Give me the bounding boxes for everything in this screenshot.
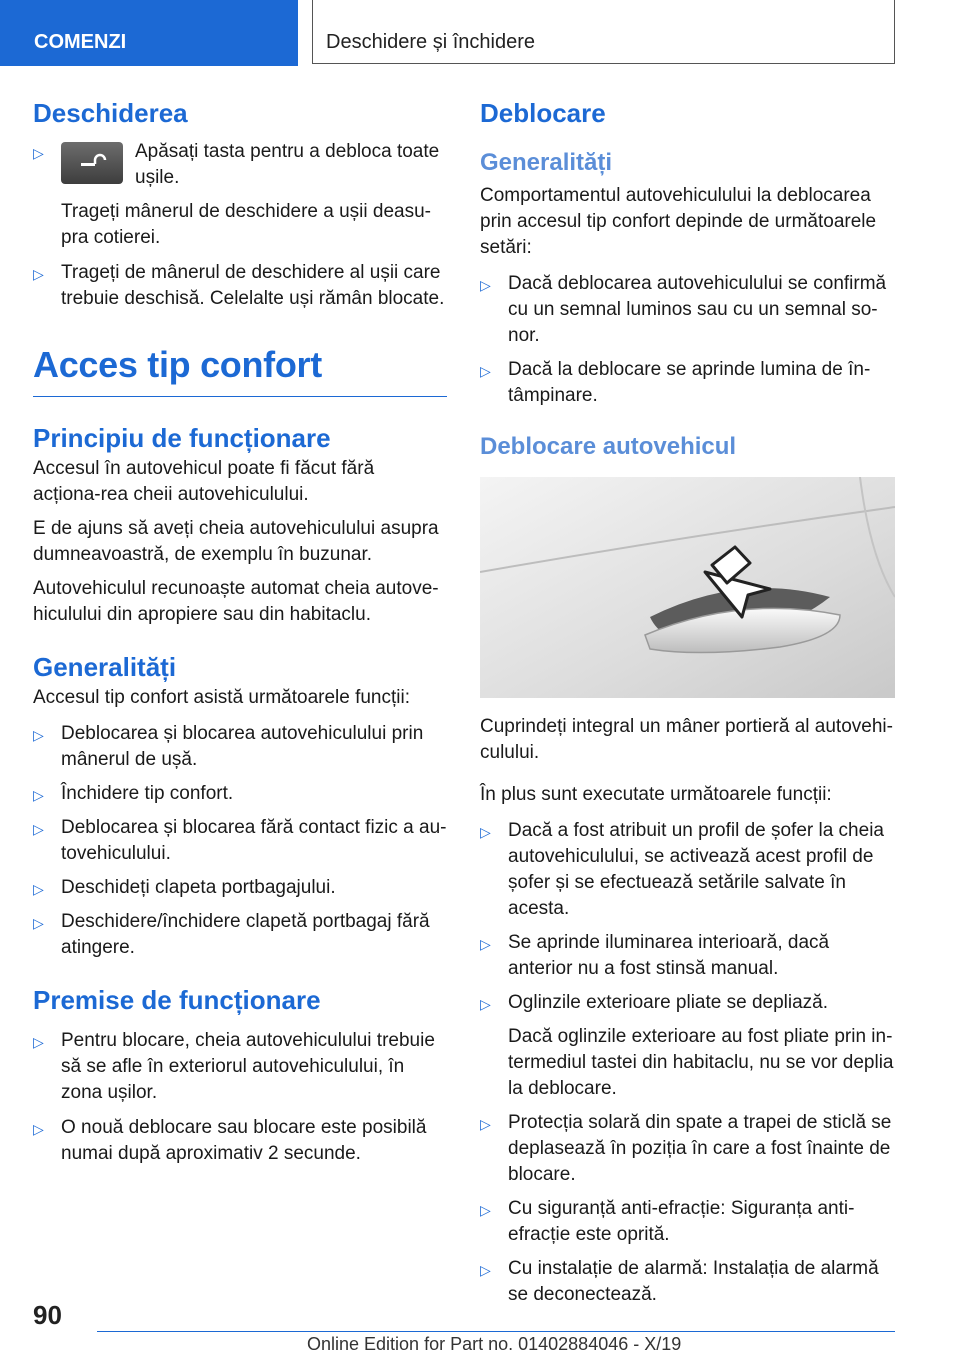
page-header [0, 0, 960, 66]
list-item-text: Trageți de mânerul de deschidere al ușii care trebuie deschisă. Celelalte uși rămân blocate. [61, 262, 445, 309]
bullet-list [480, 271, 895, 409]
list-item [33, 139, 447, 251]
section-label: COMENZI [0, 0, 298, 66]
bullet-triangle-icon: ▷ [33, 1034, 44, 1050]
list-item: ▷ Oglinzile exterioare pliate se depliază. Dacă oglinzile exterioare au fost pliate prin in-termediul tastei din habitaclu, nu se vor deplia la deblocare. [480, 990, 895, 1102]
bullet-triangle-icon: ▷ [33, 727, 44, 743]
chapter-heading-acces: Acces tip confort [33, 344, 447, 397]
bullet-triangle-icon: ▷ [33, 1121, 44, 1137]
section-heading-deschiderea: Deschiderea [33, 98, 188, 128]
subsection-heading-generalitati: Generalități [480, 149, 613, 176]
bullet-triangle-icon: ▷ [480, 1262, 491, 1278]
footer-divider [97, 1331, 895, 1332]
list-item: ▷ Protecția solară din spate a trapei de sticlă se deplasează în poziția în care a fost înainte de blocare. [480, 1112, 892, 1185]
bullet-list [33, 721, 447, 961]
bullet-triangle-icon: ▷ [33, 145, 44, 161]
list-item: ▷ Deblocarea și blocarea fără contact fizic a au-tovehiculului. [33, 817, 447, 864]
list-item: ▷ O nouă deblocare sau blocare este posibilă numai după aproximativ 2 secunde. [33, 1117, 427, 1164]
list-item: ▷ Dacă a fost atribuit un profil de șofer la cheia autovehiculului, se activează acest profil de șofer și se efectuează setările salvate în acesta. [480, 820, 884, 919]
section-heading-principiu: Principiu de funcționare [33, 423, 331, 453]
page-number: 90 [33, 1300, 62, 1330]
left-column [33, 98, 447, 1167]
bullet-list [33, 139, 447, 312]
bullet-triangle-icon: ▷ [480, 363, 491, 379]
section-heading-premise: Premise de funcționare [33, 985, 321, 1015]
edition-text: Online Edition for Part no. 01402884046 - X/19 [307, 1334, 682, 1354]
bullet-triangle-icon: ▷ [480, 996, 491, 1012]
list-item: ▷ Închidere tip confort. [33, 781, 447, 807]
list-item-text: Apăsați tasta pentru a debloca toate ușile. [135, 141, 440, 188]
chapter-label: Deschidere și închidere [312, 0, 895, 64]
right-column [480, 98, 895, 1308]
list-item-subtext: Trageți mânerul de deschidere a ușii deasu-pra cotierei. [61, 201, 431, 248]
list-item: ▷ Deschideți clapeta portbagajului. [33, 875, 447, 901]
list-item: ▷ Pentru blocare, cheia autovehiculului trebuie să se afle în exteriorul autovehiculului, în zona ușilor. [33, 1030, 435, 1103]
paragraph: Accesul tip confort asistă următoarele funcții: [33, 687, 411, 708]
bullet-triangle-icon: ▷ [33, 881, 44, 897]
paragraph: Cuprindeți integral un mâner portieră al autovehi-culului. [480, 716, 893, 763]
list-item: ▷ Deblocarea și blocarea autovehiculului prin mânerul de ușă. [33, 723, 424, 770]
bullet-triangle-icon: ▷ [33, 821, 44, 837]
bullet-triangle-icon: ▷ [480, 277, 491, 293]
list-item: ▷ Deschidere/închidere clapetă portbagaj fără atingere. [33, 911, 430, 958]
door-handle-illustration [480, 477, 895, 698]
bullet-triangle-icon: ▷ [480, 1202, 491, 1218]
list-item-subtext: Dacă oglinzile exterioare au fost pliate prin in-termediul tastei din habitaclu, nu se vor deplia la deblocare. [508, 1026, 894, 1099]
bullet-triangle-icon: ▷ [480, 824, 491, 840]
bullet-list [480, 818, 895, 1308]
list-item: ▷ Dacă deblocarea autovehiculului se confirmă cu un semnal luminos sau cu un semnal so-nor. [480, 273, 887, 346]
subsection-heading-deblocare-autovehicul: Deblocare autovehicul [480, 433, 737, 460]
bullet-triangle-icon: ▷ [33, 787, 44, 803]
paragraph: Accesul în autovehicul poate fi făcut fără acționa-rea cheii autovehiculului. [33, 458, 375, 505]
list-item: ▷ Se aprinde iluminarea interioară, dacă anterior nu a fost stinsă manual. [480, 932, 830, 979]
bullet-triangle-icon: ▷ [480, 1116, 491, 1132]
section-heading-generalitati: Generalități [33, 652, 177, 682]
paragraph: Autovehiculul recunoaște automat cheia autove-hiculului din apropiere sau din habitaclu. [33, 578, 439, 625]
list-item: ▷ Cu siguranță anti-efracție: Siguranța anti-efracție este oprită. [480, 1198, 855, 1245]
bullet-list [33, 1028, 447, 1167]
list-item: ▷ Cu instalație de alarmă: Instalația de alarmă se deconectează. [480, 1258, 879, 1305]
paragraph: Comportamentul autovehiculului la deblocarea prin accesul tip confort depinde de următoarele setări: [480, 185, 877, 258]
list-item: ▷ Dacă la deblocare se aprinde lumina de în-tâmpinare. [480, 359, 871, 406]
bullet-triangle-icon: ▷ [480, 936, 491, 952]
paragraph: În plus sunt executate următoarele funcții: [480, 784, 832, 805]
bullet-triangle-icon: ▷ [33, 266, 44, 282]
page-footer [0, 1300, 960, 1362]
bullet-triangle-icon: ▷ [33, 915, 44, 931]
section-heading-deblocare: Deblocare [480, 98, 606, 128]
list-item [33, 260, 447, 312]
paragraph: E de ajuns să aveți cheia autovehiculului asupra dumneavoastră, de exemplu în buzunar. [33, 518, 439, 565]
unlock-button-icon [61, 142, 123, 184]
